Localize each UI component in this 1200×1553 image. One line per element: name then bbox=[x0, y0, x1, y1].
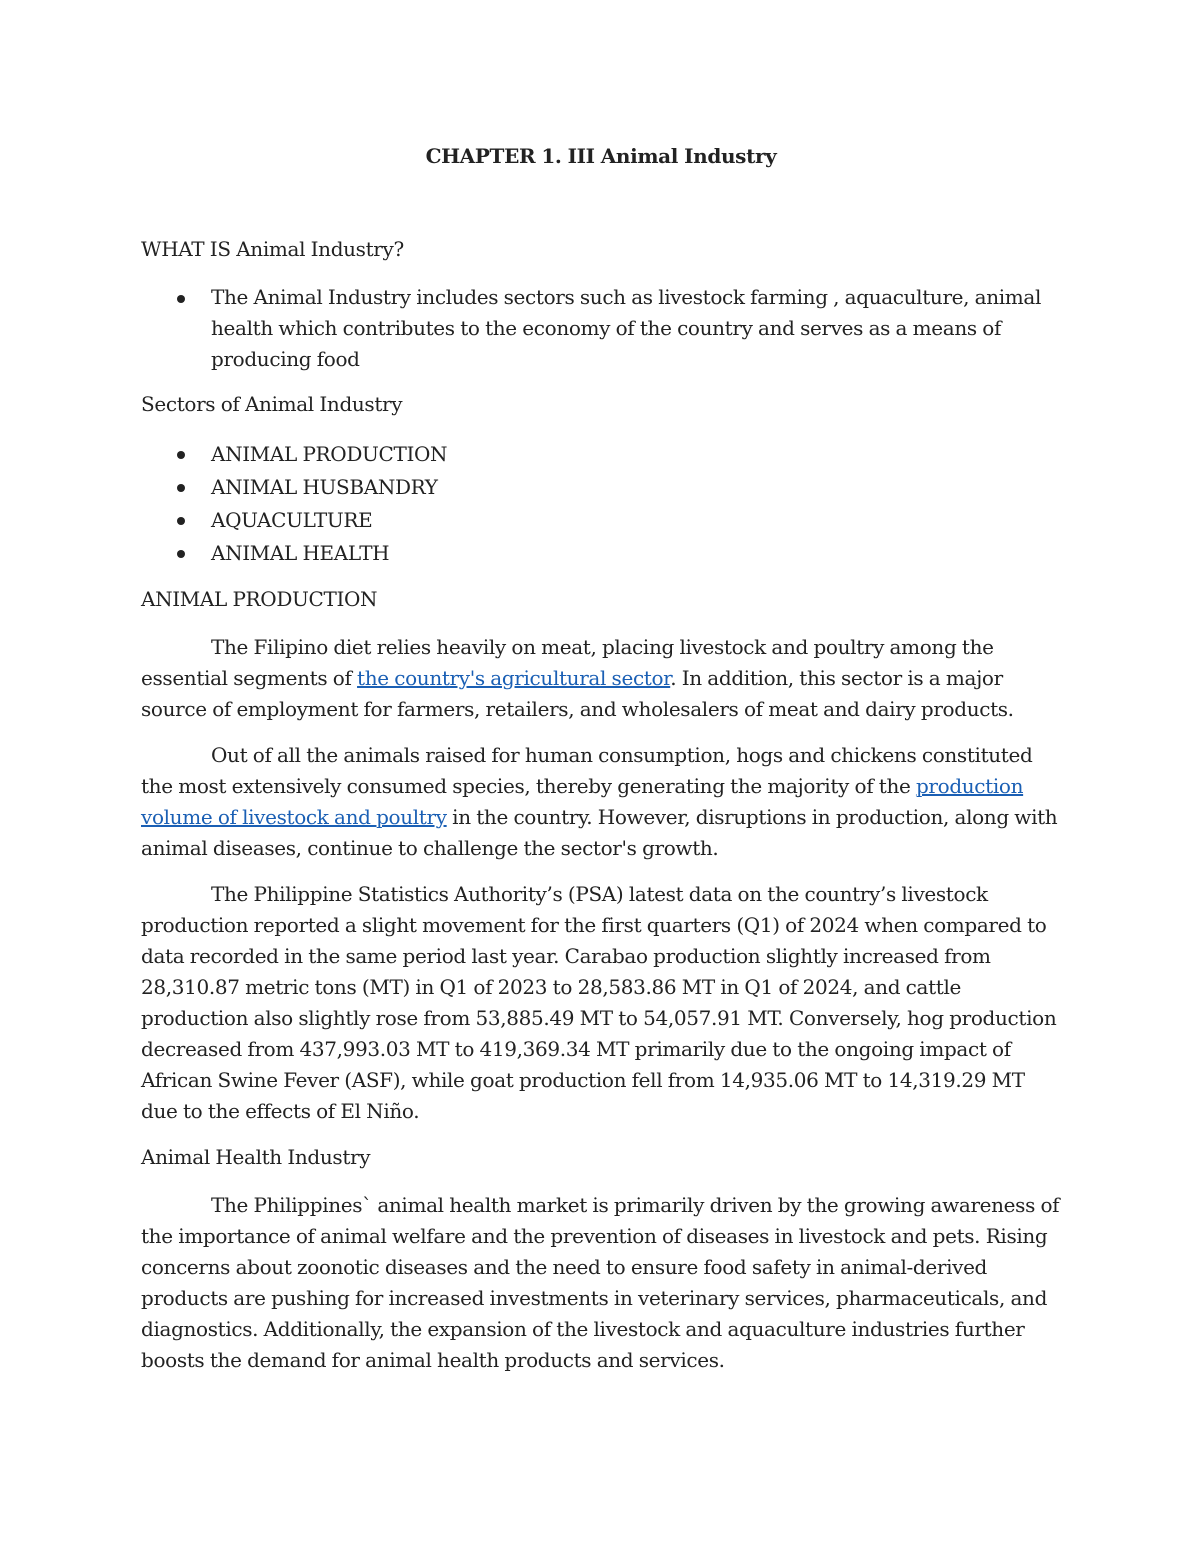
list-item bbox=[141, 438, 1061, 471]
list-item bbox=[141, 504, 1061, 537]
production-volume-link[interactable]: production volume of livestock and poultry bbox=[141, 774, 1024, 829]
bullet-icon bbox=[177, 484, 185, 492]
document-page bbox=[141, 140, 1061, 1391]
agricultural-sector-link[interactable]: the country's agricultural sector bbox=[357, 666, 671, 690]
production-paragraph-3: The Philippine Statistics Authority’s (PSA) latest data on the country’s livestock production reported a slight movement for the first quarters (Q1) of 2024 when compared to data recorded in the same period last year. Carabao production slightly increased from 28,310.87 metric tons (MT) in Q1 of 2023 to 28,583.86 MT in Q1 of 2024, and cattle production also slightly rose from 53,885.49 MT to 54,057.91 MT. Conversely, hog production decreased from 437,993.03 MT to 419,369.34 MT primarily due to the ongoing impact of African Swine Fever (ASF), while goat production fell from 14,935.06 MT to 14,319.29 MT due to the effects of El Niño. bbox=[141, 882, 1057, 1123]
sectors-heading: Sectors of Animal Industry bbox=[141, 392, 403, 416]
definition-bullet bbox=[141, 282, 1061, 375]
production-paragraph-2 bbox=[141, 740, 1061, 864]
bullet-icon bbox=[177, 550, 185, 558]
animal-health-heading: Animal Health Industry bbox=[141, 1145, 371, 1169]
list-item bbox=[141, 537, 1061, 570]
chapter-title: CHAPTER 1. III Animal Industry bbox=[425, 144, 777, 168]
bullet-icon bbox=[177, 517, 185, 525]
paragraph-text: in the country. However, disruptions in production, along with animal diseases, continue to challenge the sector's growth. bbox=[141, 805, 1058, 860]
sector-label: ANIMAL HUSBANDRY bbox=[211, 475, 438, 499]
health-paragraph-1: The Philippines` animal health market is primarily driven by the growing awareness of the importance of animal welfare and the prevention of diseases in livestock and pets. Rising concerns about zoonotic diseases and the need to ensure food safety in animal-derived products are pushing for increased investments in veterinary services, pharmaceuticals, and diagnostics. Additionally, the expansion of the livestock and aquaculture industries further boosts the demand for animal health products and services. bbox=[141, 1193, 1060, 1372]
list-item bbox=[141, 471, 1061, 504]
sectors-list bbox=[141, 438, 1061, 570]
paragraph-text: Out of all the animals raised for human consumption, hogs and chickens constituted the most extensively consumed species, thereby generating the majority of the bbox=[141, 743, 1033, 798]
production-paragraph-1 bbox=[141, 632, 1061, 725]
sector-label: AQUACULTURE bbox=[211, 508, 373, 532]
paragraph-text: The Filipino diet relies heavily on meat, placing livestock and poultry among the essential segments of bbox=[141, 635, 994, 690]
definition-text: The Animal Industry includes sectors such as livestock farming , aquaculture, animal health which contributes to the economy of the country and serves as a means of producing food bbox=[211, 285, 1042, 371]
sector-label: ANIMAL HEALTH bbox=[211, 541, 390, 565]
animal-production-heading: ANIMAL PRODUCTION bbox=[141, 587, 378, 611]
paragraph-text: . In addition, this sector is a major source of employment for farmers, retailers, and wholesalers of meat and dairy products. bbox=[141, 666, 1014, 721]
sector-label: ANIMAL PRODUCTION bbox=[211, 442, 448, 466]
definition-list bbox=[141, 282, 1061, 375]
bullet-icon bbox=[177, 295, 185, 303]
bullet-icon bbox=[177, 451, 185, 459]
what-is-heading: WHAT IS Animal Industry? bbox=[141, 237, 404, 261]
